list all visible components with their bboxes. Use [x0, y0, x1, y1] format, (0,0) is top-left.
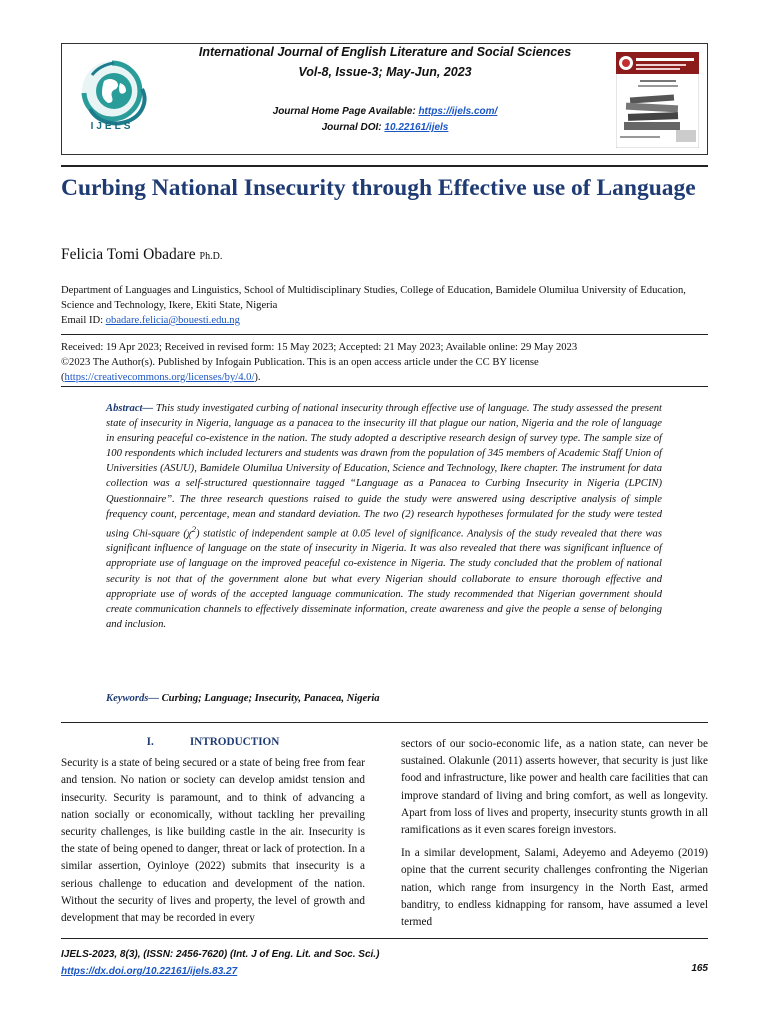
- journal-title: International Journal of English Literature and Social Sciences: [198, 45, 572, 59]
- author-line: [61, 246, 222, 264]
- intro-paragraph-2: sectors of our socio-economic life, as a nation state, can never be sustained. Olakunle (2011) asserts however, that security is just like food and infrastructure, like power and health care facilities that can improve standard of living and bring comfort, as well as longevity. Apart from loss of lives and property, insecurity stunts growth in all ramifications as it even scares foreign investors.: [401, 738, 708, 837]
- column-left: [61, 734, 365, 927]
- footer-doi-link[interactable]: https://dx.doi.org/10.22161/ijels.83.27: [61, 966, 238, 977]
- book-cover-icon: [616, 52, 699, 148]
- dates-block: [61, 340, 708, 385]
- dates-top-rule: [61, 334, 708, 335]
- journal-logo: [70, 53, 154, 143]
- journal-header-text: [160, 43, 610, 136]
- abstract-label: Abstract—: [106, 403, 154, 414]
- abstract: [106, 401, 662, 632]
- intro-paragraph-3: In a similar development, Salami, Adeyemo and Adeyemo (2019) opine that the current security challenges confronting the Nigerian nation, which range from insurgency in the North East, armed banditry, to endless kidnapping for ransom, have assumed a level termed: [401, 847, 708, 929]
- license-close: ).: [254, 372, 261, 383]
- homepage-label: Journal Home Page Available:: [272, 106, 419, 117]
- keywords: [106, 693, 662, 704]
- email-label: Email ID:: [61, 315, 106, 326]
- journal-cover-image: [616, 52, 699, 148]
- header-rule: [61, 165, 708, 167]
- abstract-sup: 2: [191, 523, 197, 534]
- keywords-text: Curbing; Language; Insecurity, Panacea, Nigeria: [158, 693, 380, 704]
- journal-volume: Vol-8, Issue-3; May-Jun, 2023: [298, 65, 472, 79]
- license-link[interactable]: https://creativecommons.org/licenses/by/4.0/: [64, 372, 255, 383]
- license-line: [61, 370, 708, 385]
- doi-link[interactable]: 10.22161/ijels: [384, 122, 449, 133]
- copyright-line: ©2023 The Author(s). Published by Infogain Publication. This is an open access article under the CC BY license: [61, 357, 539, 368]
- logo-text: IJELS: [90, 121, 134, 132]
- abstract-bottom-rule: [61, 722, 708, 723]
- affiliation-block: [61, 283, 708, 328]
- email-line: [61, 313, 708, 328]
- email-link[interactable]: obadare.felicia@bouesti.edu.ng: [105, 315, 240, 326]
- page-number: 165: [691, 963, 708, 974]
- doi-label: Journal DOI:: [321, 122, 385, 133]
- section-title: INTRODUCTION: [189, 736, 280, 748]
- doi-line: [160, 120, 610, 136]
- abstract-text-b: ) statistic of independent sample at 0.05 level of significance. Analysis of the study revealed that there was significant influence of language on the state of insecurity in Nigeria. It was also revealed that there was significant influence of appropriate use of language on the improved peaceful co-existence in Nigeria. The study concluded that the problem of national security is not that of the government alone but what every Nigerian should collaborate to ensure thorough effective and appropriate use of words of the accepted language communication. The study recommended that Nigerian government should create communication channels to effectively disseminate information, create awareness and give the people a sense of belonging and inclusion.: [106, 528, 662, 630]
- footer-rule: [61, 938, 708, 939]
- footer-citation: IJELS-2023, 8(3), (ISSN: 2456-7620) (Int. J of Eng. Lit. and Soc. Sci.): [61, 949, 380, 960]
- keywords-label: Keywords—: [106, 693, 159, 704]
- author-name: Felicia Tomi Obadare: [61, 246, 196, 263]
- homepage-line: [160, 104, 610, 120]
- article-title: Curbing National Insecurity through Effective use of Language: [61, 175, 696, 201]
- homepage-link[interactable]: https://ijels.com/: [418, 106, 498, 117]
- license-open: (: [61, 372, 65, 383]
- received-dates: Received: 19 Apr 2023; Received in revised form: 15 May 2023; Accepted: 21 May 2023; Available online: 29 May 2023: [61, 342, 578, 353]
- footer: [61, 946, 708, 980]
- author-degree: Ph.D.: [199, 251, 223, 262]
- intro-paragraph-1: Security is a state of being secured or a state of being free from fear and tension. No nation or society can develop amidst tension and insecurity. Security is paramount, and to think of advancing a nation socially or economically, without tackling her prevailing security challenges, is like building castle in the air. Insecurity is the state of being opened to danger, threat or lack of protection. In a similar assertion, Oyinloye (2022) submits that insecurity is a serious challenge to education and development of the nation. Without the security of lives and property, the level of growth and development that may be recorded in every: [61, 757, 365, 925]
- section-number: I.: [146, 736, 154, 748]
- column-right: [401, 736, 708, 931]
- abstract-text-a: This study investigated curbing of national insecurity through effective use of language. The study assessed the present state of insecurity in Nigeria, language as a panacea to the insecurity ill that plague our nation, Nigeria and the role of language in ensuring peaceful co-existence in the nation. The study adopted a descriptive research design of survey type. The sample size of 100 respondents which included lecturers and students was drawn from the population of 345 members of Academic Staff Union of Universities (ASUU), Bamidele Olumilua University of Education, Science and Technology, Ikere chapter. The instrument for data collection was a self-structured questionnaire tagged “Language as a Panacea to Curbing Insecurity in Nigeria (LPCIN) Questionnaire”. The three research questions raised to guide the study were answered using descriptive analysis of simple frequency count, percentage, mean and standard deviation. The two (2) research hypotheses formulated for the study were tested using Chi-square (χ: [106, 403, 662, 540]
- dates-bottom-rule: [61, 386, 708, 387]
- affiliation: Department of Languages and Linguistics, School of Multidisciplinary Studies, College of Education, Bamidele Olumilua University of Education, Science and Technology, Ikere, Ekiti State, Nigeria: [61, 285, 686, 311]
- section-heading: [61, 734, 365, 751]
